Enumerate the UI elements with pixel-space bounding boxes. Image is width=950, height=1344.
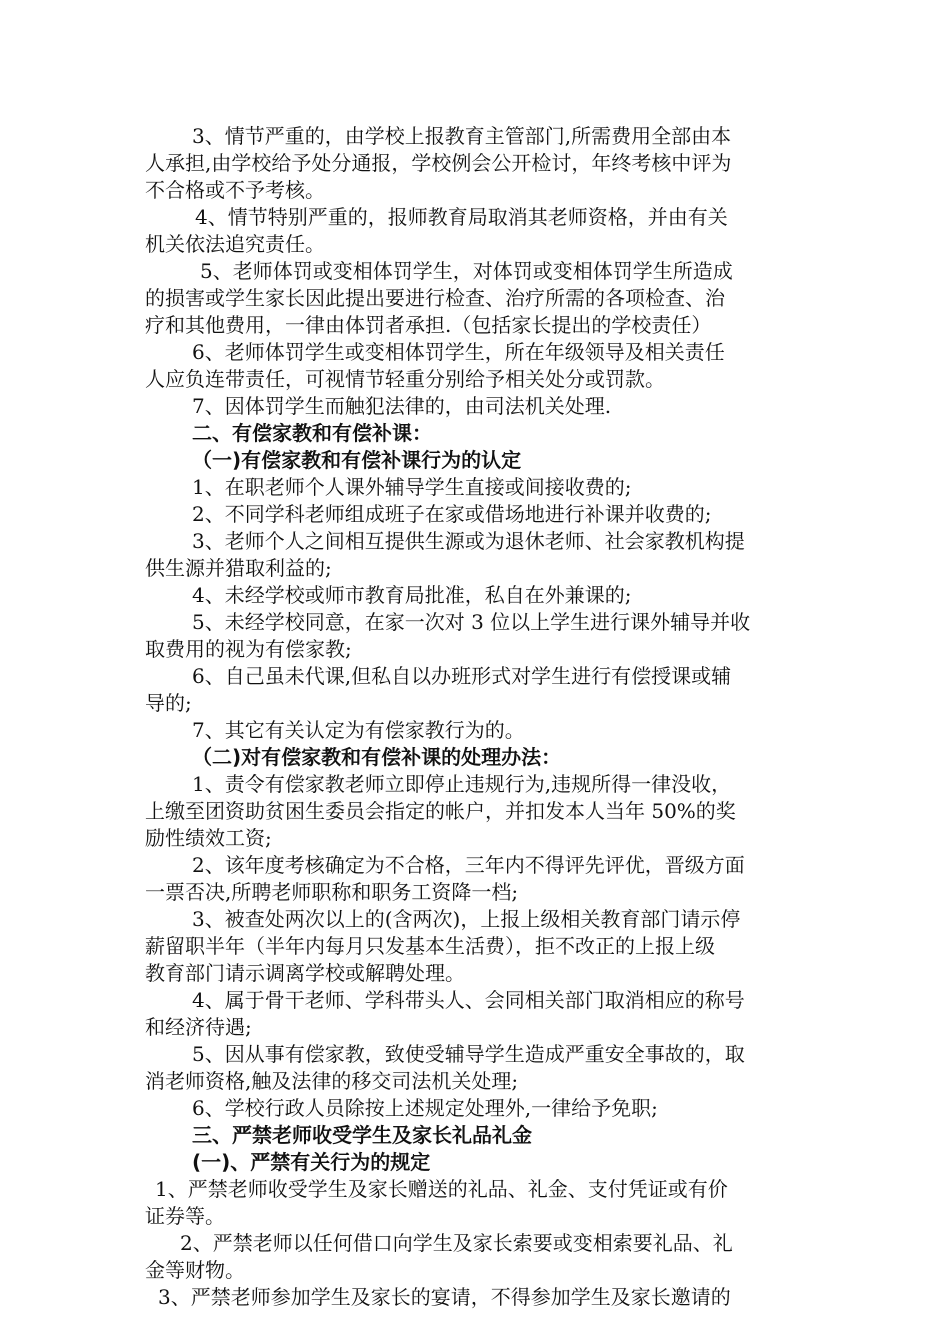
body-line: 6、自己虽未代课,但私自以办班形式对学生进行有偿授课或辅 (192, 664, 732, 688)
body-line: 5、因从事有偿家教，致使受辅导学生造成严重安全事故的，取 (192, 1042, 745, 1066)
body-line: 取费用的视为有偿家教; (145, 637, 352, 661)
subsection-heading: (一)、严禁有关行为的规定 (192, 1150, 431, 1174)
body-line: 5、老师体罚或变相体罚学生，对体罚或变相体罚学生所造成 (200, 259, 733, 283)
body-line: 2、不同学科老师组成班子在家或借场地进行补课并收费的; (192, 502, 712, 526)
body-line: 人承担,由学校给予处分通报，学校例会公开检讨，年终考核中评为 (145, 151, 732, 175)
body-line: 不合格或不予考核。 (145, 178, 325, 202)
body-line: 供生源并猎取利益的; (145, 556, 332, 580)
body-line: 3、老师个人之间相互提供生源或为退休老师、社会家教机构提 (192, 529, 745, 553)
body-line: 2、该年度考核确定为不合格，三年内不得评先评优，晋级方面 (192, 853, 745, 877)
body-line: 4、属于骨干老师、学科带头人、会同相关部门取消相应的称号 (192, 988, 745, 1012)
section-heading: 三、严禁老师收受学生及家长礼品礼金 (192, 1123, 532, 1147)
body-line: 7、其它有关认定为有偿家教行为的。 (192, 718, 525, 742)
body-line: 上缴至团资助贫困生委员会指定的帐户，并扣发本人当年 50%的奖 (145, 799, 736, 823)
body-line: 3、情节严重的，由学校上报教育主管部门,所需费用全部由本 (192, 124, 732, 148)
body-line: 薪留职半年（半年内每月只发基本生活费），拒不改正的上报上级 (145, 934, 715, 958)
body-line: 5、未经学校同意，在家一次对 3 位以上学生进行课外辅导并收 (192, 610, 751, 634)
body-line: 1、责令有偿家教老师立即停止违规行为,违规所得一律没收， (192, 772, 732, 796)
section-heading: 二、有偿家教和有偿补课： (192, 421, 432, 445)
body-line: 2、严禁老师以任何借口向学生及家长索要或变相索要礼品、礼 (180, 1231, 733, 1255)
body-line: 6、老师体罚学生或变相体罚学生，所在年级领导及相关责任 (192, 340, 725, 364)
body-line: 励性绩效工资; (145, 826, 272, 850)
body-line: 4、未经学校或师市教育局批准，私自在外兼课的; (192, 583, 632, 607)
body-line: 机关依法追究责任。 (145, 232, 325, 256)
body-line: 7、因体罚学生而触犯法律的，由司法机关处理. (192, 394, 612, 418)
body-line: 3、严禁老师参加学生及家长的宴请，不得参加学生及家长邀请的 (158, 1285, 731, 1309)
body-line: 1、在职老师个人课外辅导学生直接或间接收费的; (192, 475, 632, 499)
body-line: 证券等。 (145, 1204, 225, 1228)
subsection-heading: （二)对有偿家教和有偿补课的处理办法： (192, 745, 562, 769)
body-line: 和经济待遇; (145, 1015, 252, 1039)
body-line: 导的; (145, 691, 192, 715)
body-line: 4、情节特别严重的，报师教育局取消其老师资格，并由有关 (195, 205, 728, 229)
body-line: 金等财物。 (145, 1258, 245, 1282)
body-line: 消老师资格,触及法律的移交司法机关处理; (145, 1069, 519, 1093)
body-line: 的损害或学生家长因此提出要进行检查、治疗所需的各项检查、治 (145, 286, 725, 310)
body-line: 疗和其他费用，一律由体罚者承担.（包括家长提出的学校责任） (145, 313, 712, 337)
body-line: 3、被查处两次以上的(含两次)，上报上级相关教育部门请示停 (192, 907, 741, 931)
body-line: 1、严禁老师收受学生及家长赠送的礼品、礼金、支付凭证或有价 (155, 1177, 728, 1201)
body-line: 6、学校行政人员除按上述规定处理外,一律给予免职; (192, 1096, 658, 1120)
subsection-heading: （一)有偿家教和有偿补课行为的认定 (192, 448, 522, 472)
body-line: 人应负连带责任，可视情节轻重分别给予相关处分或罚款。 (145, 367, 665, 391)
body-line: 教育部门请示调离学校或解聘处理。 (145, 961, 465, 985)
body-line: 一票否决,所聘老师职称和职务工资降一档; (145, 880, 519, 904)
